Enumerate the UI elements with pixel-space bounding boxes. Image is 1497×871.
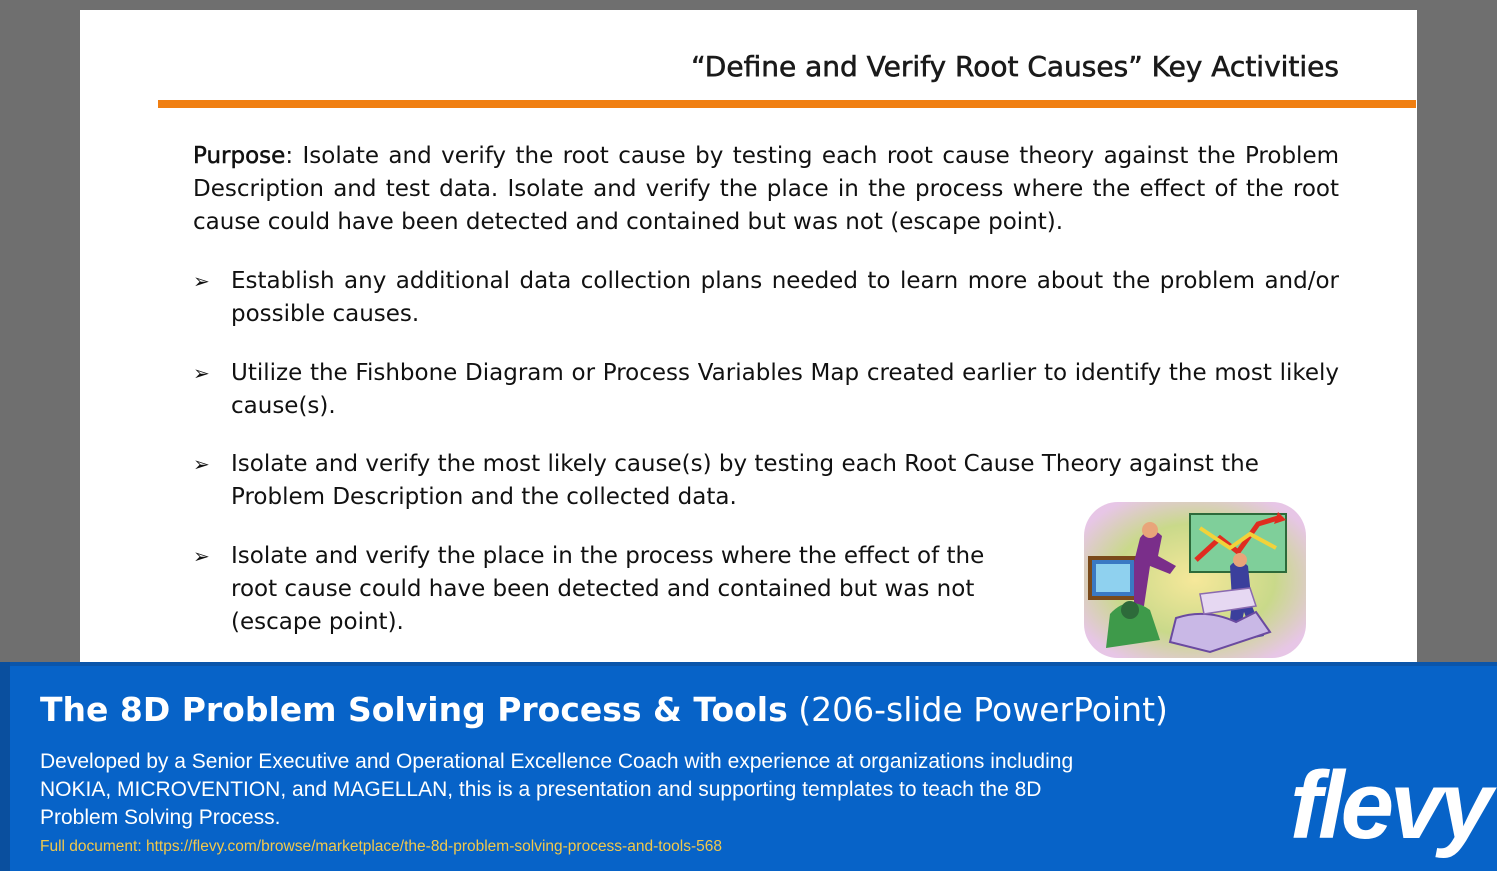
purpose-label: Purpose — [193, 143, 286, 169]
arrow-bullet-icon: ➢ — [193, 361, 210, 385]
business-illustration — [1080, 498, 1310, 662]
banner-top-edge — [0, 662, 1497, 666]
banner-left-edge — [0, 662, 10, 871]
bullet-text: Isolate and verify the most likely cause(s) by testing each Root Cause Theory against the Problem Description and the collected data. — [231, 451, 1259, 510]
slide-title: “Define and Verify Root Causes” Key Activities — [691, 50, 1339, 83]
promo-banner — [0, 662, 1497, 871]
document-link[interactable]: Full document: https://flevy.com/browse/marketplace/the-8d-problem-solving-process-and-tools-568 — [40, 838, 723, 855]
bullet-item — [193, 357, 1339, 423]
bullet-item — [193, 540, 1023, 639]
banner-title-main: The 8D Problem Solving Process & Tools — [40, 690, 788, 729]
arrow-bullet-icon: ➢ — [193, 269, 210, 293]
flevy-logo[interactable]: flevy — [1290, 752, 1489, 859]
purpose-text: : Isolate and verify the root cause by testing each root cause theory against the Problem Description and test data. Isolate and verify the place in the process where the effect of the root cause could have been detected and contained but was not (escape point). — [193, 143, 1339, 235]
slide — [80, 10, 1417, 662]
bullet-item — [193, 265, 1339, 331]
banner-title — [40, 690, 1168, 729]
purpose-paragraph — [193, 140, 1339, 239]
bullet-text: Utilize the Fishbone Diagram or Process Variables Map created earlier to identify the most likely cause(s). — [231, 360, 1339, 419]
arrow-bullet-icon: ➢ — [193, 452, 210, 476]
arrow-bullet-icon: ➢ — [193, 544, 210, 568]
title-underline — [158, 100, 1416, 108]
banner-title-suffix: (206-slide PowerPoint) — [787, 690, 1168, 729]
bullet-text: Establish any additional data collection plans needed to learn more about the problem and/or possible causes. — [231, 268, 1339, 327]
bullet-text: Isolate and verify the place in the process where the effect of the root cause could have been detected and contained but was not (escape point). — [231, 543, 985, 635]
banner-description: Developed by a Senior Executive and Operational Excellence Coach with experience at organizations including NOKIA, MICROVENTION, and MAGELLAN, this is a presentation and supporting templates to teach the 8D Problem Solving Process. — [40, 750, 1074, 829]
